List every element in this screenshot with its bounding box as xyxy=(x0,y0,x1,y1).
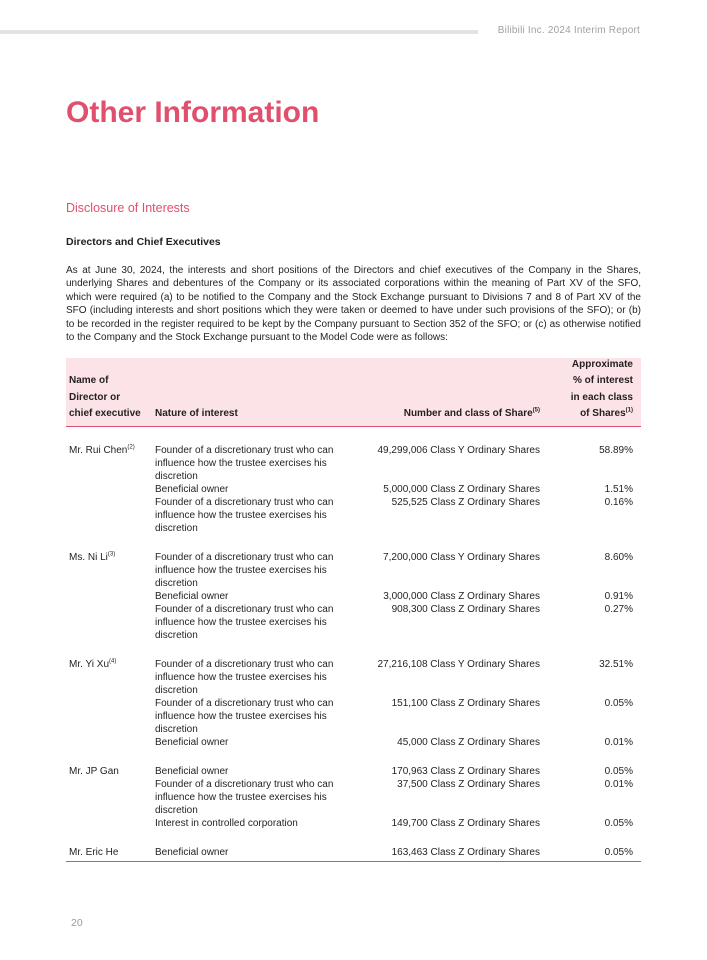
nature-of-interest: Founder of a discretionary trust who can influence how the trustee exercises his discretion xyxy=(155,659,334,696)
table-row xyxy=(66,483,641,496)
percentage-value: 58.89% xyxy=(599,445,633,456)
table-row xyxy=(66,551,641,590)
nature-of-interest: Beneficial owner xyxy=(155,591,229,602)
table-row xyxy=(66,736,641,749)
intro-paragraph: As at June 30, 2024, the interests and short positions of the Directors and chief executives of the Company in the Shares, underlying Shares and debentures of the Company or its associated corporations within the meaning of Part XV of the SFO, which were required (a) to be notified to the Company and the Stock Exchange pursuant to Divisions 7 and 8 of Part XV of the SFO (including interests and short positions which they were taken or deemed to have under such provisions of the SFO); or (b) to be recorded in the register required to be kept by the Company pursuant to Section 352 of the SFO; or (c) as otherwise notified to the Company and the Stock Exchange pursuant to the Model Code were as follows: xyxy=(66,265,641,344)
percentage-value: 0.91% xyxy=(604,591,633,602)
table-row xyxy=(66,590,641,603)
shares-value: 7,200,000 Class Y Ordinary Shares xyxy=(383,552,540,563)
nature-of-interest: Beneficial owner xyxy=(155,766,229,777)
nature-of-interest: Founder of a discretionary trust who can influence how the trustee exercises his discretion xyxy=(155,604,334,641)
nature-of-interest: Interest in controlled corporation xyxy=(155,818,298,829)
nature-of-interest: Founder of a discretionary trust who can influence how the trustee exercises his discretion xyxy=(155,552,334,589)
page-title: Other Information xyxy=(66,96,320,129)
director-group xyxy=(66,535,641,642)
running-header: Bilibili Inc. 2024 Interim Report xyxy=(497,25,640,36)
table-bottom-rule xyxy=(66,861,641,862)
table-row xyxy=(66,496,641,535)
director-name: Mr. Eric He xyxy=(69,847,119,858)
shares-value: 908,300 Class Z Ordinary Shares xyxy=(391,604,540,615)
shares-value: 151,100 Class Z Ordinary Shares xyxy=(391,698,540,709)
percentage-value: 0.05% xyxy=(604,698,633,709)
table-row xyxy=(66,444,641,483)
interests-table xyxy=(66,358,641,862)
header-shares: Number and class of Share$^{(5)}$ xyxy=(403,408,540,420)
nature-of-interest: Founder of a discretionary trust who can influence how the trustee exercises his discretion xyxy=(155,779,334,816)
director-group xyxy=(66,830,641,859)
shares-value: 45,000 Class Z Ordinary Shares xyxy=(397,737,540,748)
table-row xyxy=(66,697,641,736)
shares-value: 37,500 Class Z Ordinary Shares xyxy=(397,779,540,790)
shares-value: 170,963 Class Z Ordinary Shares xyxy=(391,766,540,777)
shares-value: 27,216,108 Class Y Ordinary Shares xyxy=(377,659,540,670)
header-percentage: Approximate % of interest in each class of Shares$^{(1)}$ xyxy=(570,358,633,420)
nature-of-interest: Beneficial owner xyxy=(155,847,229,858)
shares-value: 49,299,006 Class Y Ordinary Shares xyxy=(377,445,540,456)
table-row xyxy=(66,658,641,697)
table-row xyxy=(66,846,641,859)
percentage-value: 0.05% xyxy=(604,847,633,858)
shares-value: 163,463 Class Z Ordinary Shares xyxy=(391,847,540,858)
table-row xyxy=(66,817,641,830)
table-row xyxy=(66,765,641,778)
table-header xyxy=(66,358,641,427)
nature-of-interest: Beneficial owner xyxy=(155,737,229,748)
table-row xyxy=(66,603,641,642)
nature-of-interest: Founder of a discretionary trust who can influence how the trustee exercises his discretion xyxy=(155,445,334,482)
percentage-value: 32.51% xyxy=(599,659,633,670)
nature-of-interest: Beneficial owner xyxy=(155,484,229,495)
shares-value: 5,000,000 Class Z Ordinary Shares xyxy=(383,484,540,495)
page-number: 20 xyxy=(71,917,83,929)
percentage-value: 0.27% xyxy=(604,604,633,615)
header-nature: Nature of interest xyxy=(155,408,238,420)
percentage-value: 0.16% xyxy=(604,497,633,508)
table-row xyxy=(66,778,641,817)
percentage-value: 1.51% xyxy=(604,484,633,495)
director-group xyxy=(66,427,641,535)
nature-of-interest: Founder of a discretionary trust who can influence how the trustee exercises his discretion xyxy=(155,698,334,735)
shares-value: 525,525 Class Z Ordinary Shares xyxy=(391,497,540,508)
percentage-value: 8.60% xyxy=(604,552,633,563)
director-name: Ms. Ni Li$^{(3)}$ xyxy=(69,551,116,563)
director-group xyxy=(66,642,641,749)
percentage-value: 0.01% xyxy=(604,779,633,790)
shares-value: 149,700 Class Z Ordinary Shares xyxy=(391,818,540,829)
director-name: Mr. Rui Chen$^{(2)}$ xyxy=(69,444,135,456)
header-rule xyxy=(0,30,478,34)
subheading: Directors and Chief Executives xyxy=(66,236,221,248)
shares-value: 3,000,000 Class Z Ordinary Shares xyxy=(383,591,540,602)
director-name: Mr. JP Gan xyxy=(69,766,119,777)
percentage-value: 0.05% xyxy=(604,766,633,777)
percentage-value: 0.01% xyxy=(604,737,633,748)
director-group xyxy=(66,749,641,830)
table-body xyxy=(66,427,641,859)
header-name: Name of Director or chief executive xyxy=(69,375,141,420)
percentage-value: 0.05% xyxy=(604,818,633,829)
section-title: Disclosure of Interests xyxy=(66,201,190,215)
director-name: Mr. Yi Xu$^{(4)}$ xyxy=(69,658,117,670)
nature-of-interest: Founder of a discretionary trust who can influence how the trustee exercises his discretion xyxy=(155,497,334,534)
